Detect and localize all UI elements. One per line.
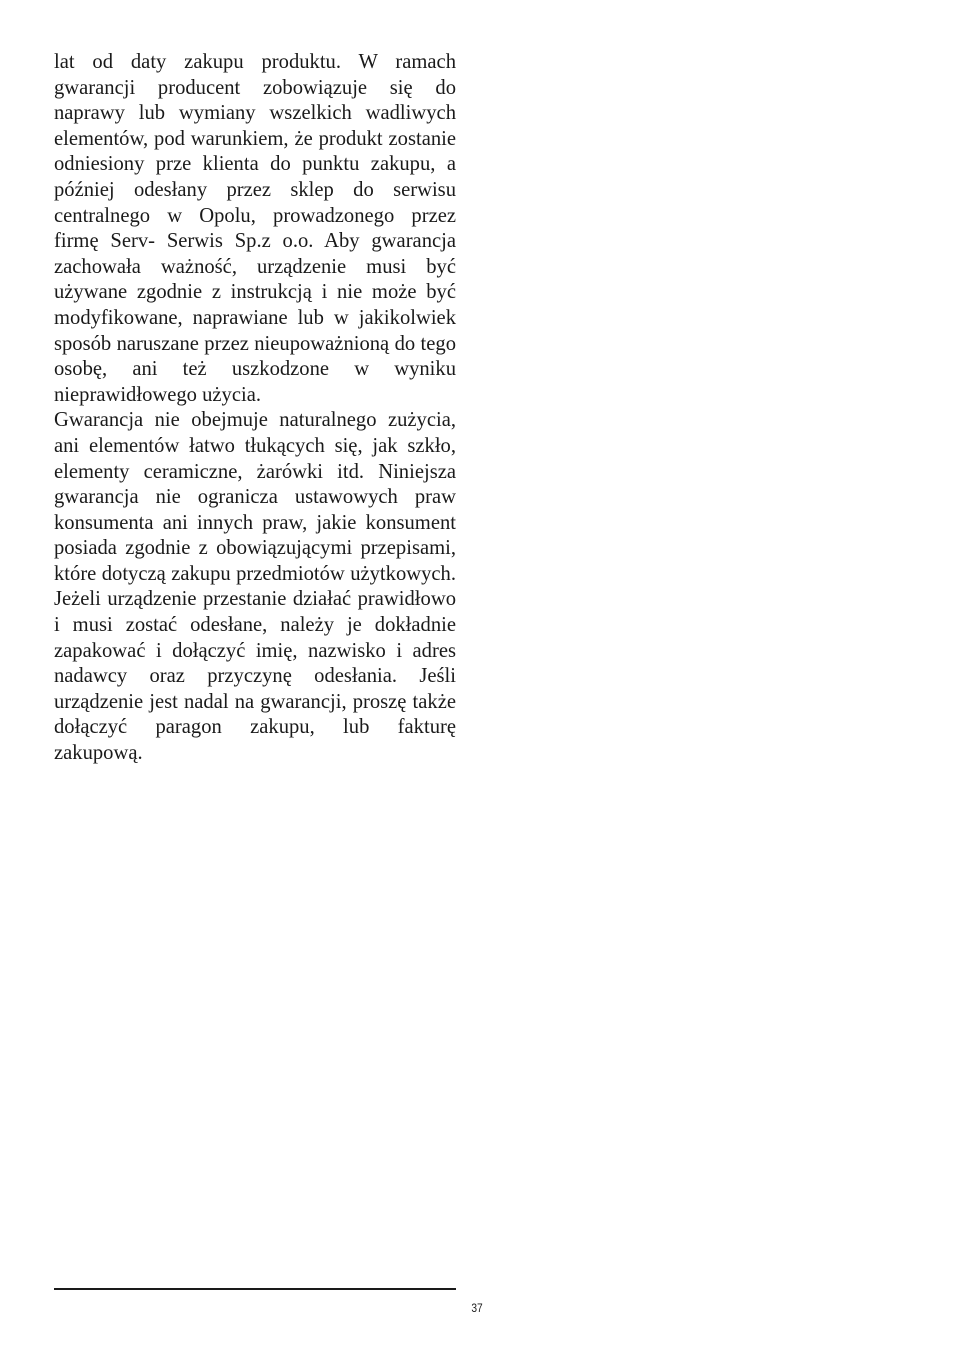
page-number: 37 xyxy=(471,1301,483,1315)
warranty-paragraph-terms: lat od daty zakupu produktu. W ramach gwarancji producent zobowiązuje się do naprawy lub wymiany wszelkich wadliwych elementów, pod warunkiem, że produkt zostanie odniesiony prze klienta do punktu zakupu, a później odesłany przez sklep do serwisu centralnego w Opolu, prowadzonego przez firmę Serv- Serwis Sp.z o.o. Aby gwarancja zachowała ważność, urządzenie musi być używane zgodnie z instrukcją i nie może być modyfikowane, naprawiane lub w jakikolwiek sposób naruszane przez nieupoważnioną do tego osobę, ani też uszkodzone w wyniku nieprawidłowego użycia. xyxy=(54,51,456,406)
warranty-text-column xyxy=(54,50,456,767)
footer-divider xyxy=(54,1288,456,1290)
warranty-paragraph-exclusions: Gwarancja nie obejmuje naturalnego zużycia, ani elementów łatwo tłukących się, jak szkło, elementy ceramiczne, żarówki itd. Niniejsza gwarancja nie ogranicza ustawowych praw konsumenta ani innych praw, jakie konsument posiada zgodnie z obowiązującymi przepisami, które dotyczą zakupu przedmiotów użytkowych. Jeżeli urządzenie przestanie działać prawidłowo i musi zostać odesłane, należy je dokładnie zapakować i dołączyć imię, nazwisko i adres nadawcy oraz przyczynę odesłania. Jeśli urządzenie jest nadal na gwarancji, proszę także dołączyć paragon zakupu, lub fakturę zakupową. xyxy=(54,409,456,765)
